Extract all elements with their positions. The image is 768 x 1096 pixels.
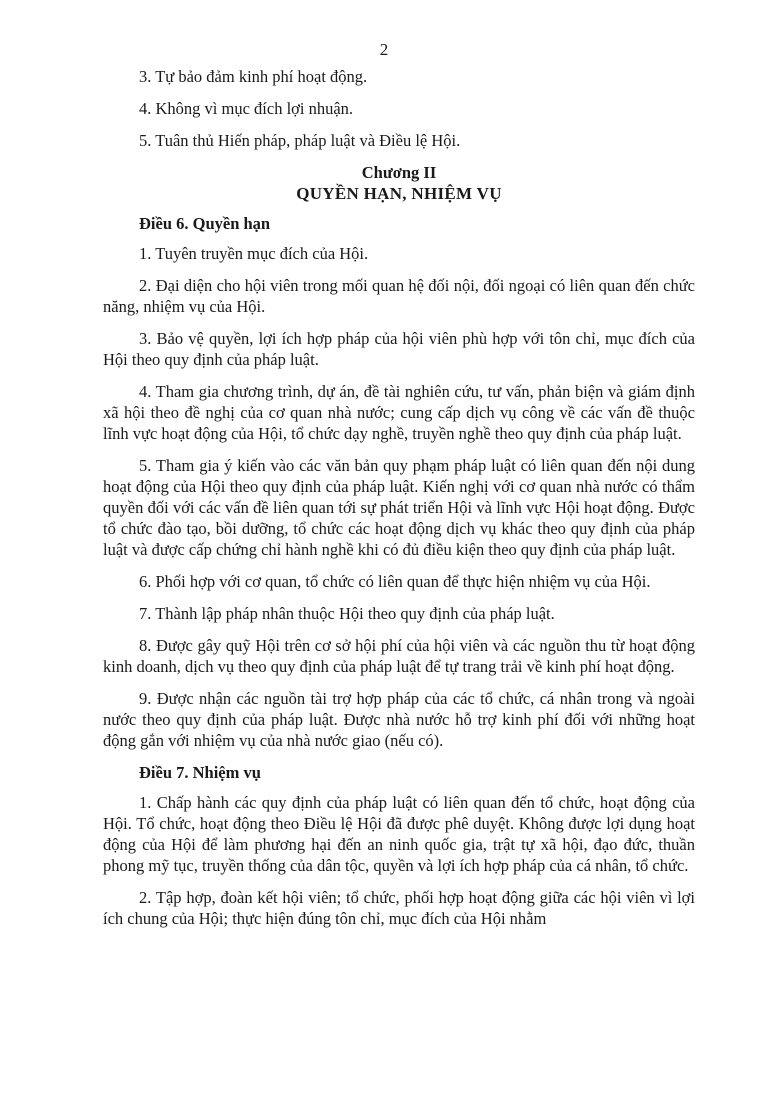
- article-6-item-7: 7. Thành lập pháp nhân thuộc Hội theo quy định của pháp luật.: [139, 604, 555, 623]
- article-7-item-2: 2. Tập hợp, đoàn kết hội viên; tổ chức, phối hợp hoạt động giữa các hội viên vì lợi ích chung của Hội; thực hiện đúng tôn chỉ, mục đích của Hội nhằm: [103, 888, 695, 928]
- page-number: 2: [379, 40, 389, 59]
- document-body: [103, 66, 695, 940]
- article-6-item-1: 1. Tuyên truyền mục đích của Hội.: [139, 244, 369, 263]
- intro-item-4: 4. Không vì mục đích lợi nhuận.: [139, 99, 354, 118]
- article-6-item-5: 5. Tham gia ý kiến vào các văn bản quy phạm pháp luật có liên quan đến nội dung hoạt động của Hội theo quy định của pháp luật. Kiến nghị với cơ quan nhà nước có thẩm quyền đối với các vấn đề liên quan tới sự phát triển Hội và lĩnh vực Hội hoạt động. Được tổ chức đào tạo, bồi dưỡng, tổ chức các hoạt động dịch vụ khác theo quy định của pháp luật và được cấp chứng chỉ hành nghề khi có đủ điều kiện theo quy định của pháp luật.: [103, 456, 695, 559]
- article-6-item-3: 3. Bảo vệ quyền, lợi ích hợp pháp của hội viên phù hợp với tôn chỉ, mục đích của Hội theo quy định của pháp luật.: [103, 329, 695, 369]
- article-6-item-9: 9. Được nhận các nguồn tài trợ hợp pháp của các tổ chức, cá nhân trong và ngoài nước theo quy định của pháp luật. Được nhà nước hỗ trợ kinh phí đối với những hoạt động gắn với nhiệm vụ của nhà nước giao (nếu có).: [103, 689, 695, 750]
- article-7-item-1: 1. Chấp hành các quy định của pháp luật có liên quan đến tổ chức, hoạt động của Hội. Tổ chức, hoạt động theo Điều lệ Hội đã được phê duyệt. Không được lợi dụng hoạt động của Hội để làm phương hại đến an ninh quốc gia, trật tự xã hội, đạo đức, thuần phong mỹ tục, truyền thống của dân tộc, quyền và lợi ích hợp pháp của cá nhân, tổ chức.: [103, 793, 695, 875]
- intro-item-5: 5. Tuân thủ Hiến pháp, pháp luật và Điều lệ Hội.: [139, 131, 461, 150]
- chapter-label: Chương II: [361, 163, 437, 182]
- article-6-item-6: 6. Phối hợp với cơ quan, tổ chức có liên quan để thực hiện nhiệm vụ của Hội.: [139, 572, 651, 591]
- article-6-item-8: 8. Được gây quỹ Hội trên cơ sở hội phí của hội viên và các nguồn thu từ hoạt động kinh doanh, dịch vụ theo quy định của pháp luật để tự trang trải về kinh phí hoạt động.: [103, 636, 695, 676]
- intro-item-3: 3. Tự bảo đảm kinh phí hoạt động.: [139, 67, 368, 86]
- chapter-title: QUYỀN HẠN, NHIỆM VỤ: [296, 184, 502, 203]
- article-6-item-4: 4. Tham gia chương trình, dự án, đề tài nghiên cứu, tư vấn, phản biện và giám định xã hội theo đề nghị của cơ quan nhà nước; cung cấp dịch vụ công về các vấn đề thuộc lĩnh vực hoạt động của Hội, tổ chức dạy nghề, truyền nghề theo quy định của pháp luật.: [103, 382, 695, 443]
- article-7-heading: Điều 7. Nhiệm vụ: [139, 763, 261, 782]
- article-6-item-2: 2. Đại diện cho hội viên trong mối quan hệ đối nội, đối ngoại có liên quan đến chức năng, nhiệm vụ của Hội.: [103, 276, 695, 316]
- article-6-heading: Điều 6. Quyền hạn: [139, 214, 271, 233]
